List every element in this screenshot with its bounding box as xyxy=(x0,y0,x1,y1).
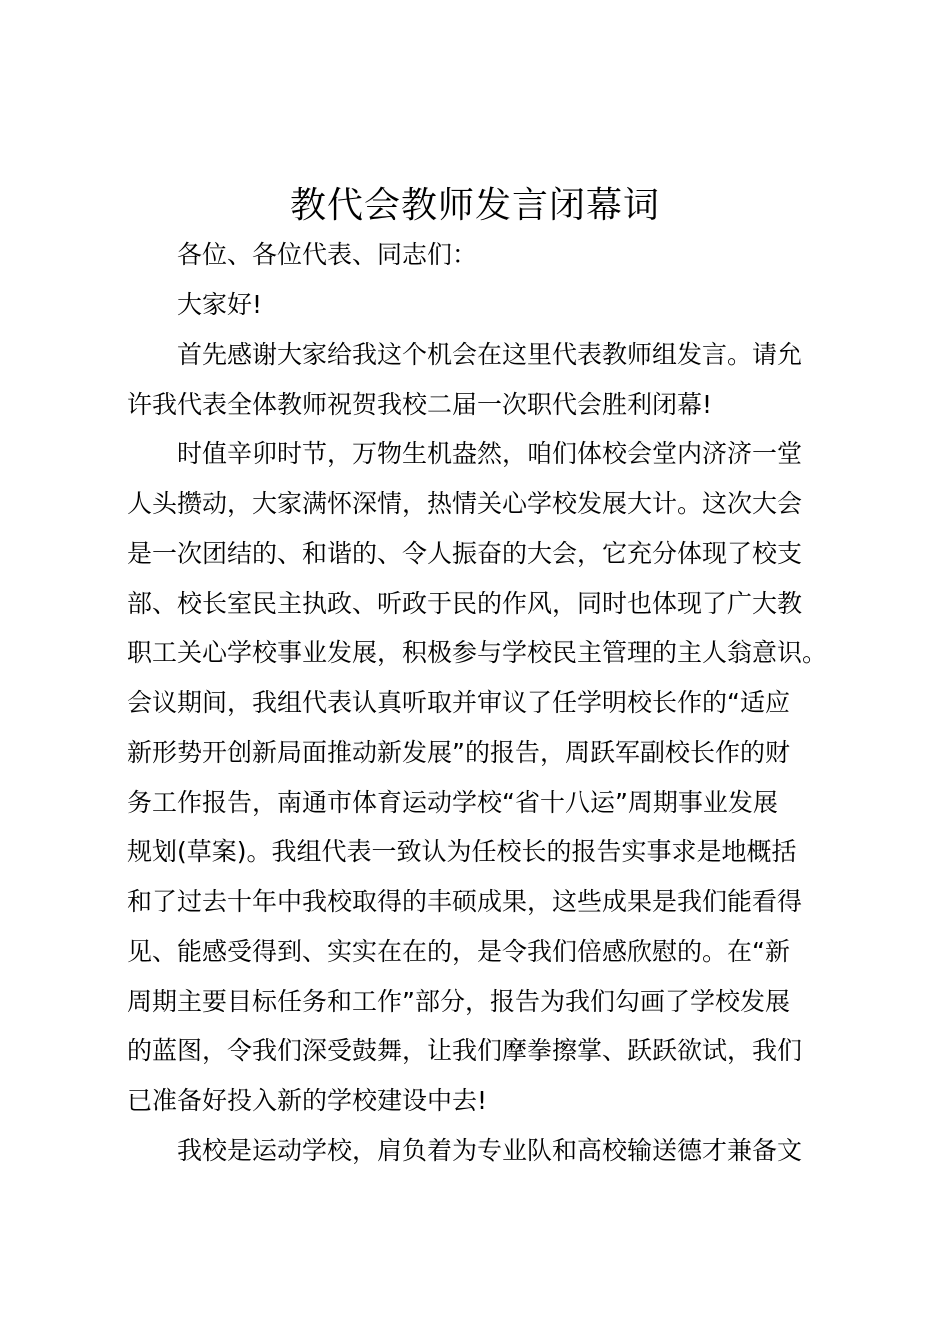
paragraph-line: 的蓝图，令我们深受鼓舞，让我们摩拳擦掌、跃跃欲试，我们 xyxy=(127,1036,803,1065)
paragraph-line: 见、能感受得到、实实在在的，是令我们倍感欣慰的。在“新 xyxy=(127,937,790,966)
paragraph-line: 首先感谢大家给我这个机会在这里代表教师组发言。请允 xyxy=(177,340,803,369)
paragraph-line: 和了过去十年中我校取得的丰硕成果，这些成果是我们能看得 xyxy=(127,887,803,916)
paragraph-line: 已准备好投入新的学校建设中去! xyxy=(127,1086,488,1115)
paragraph-line: 规划(草案)。我组代表一致认为任校长的报告实事求是地概括 xyxy=(127,837,797,866)
paragraph-line: 人头攒动，大家满怀深情，热情关心学校发展大计。这次大会 xyxy=(127,489,803,518)
salutation-line: 各位、各位代表、同志们： xyxy=(177,240,478,269)
paragraph-line: 务工作报告，南通市体育运动学校“省十八运”周期事业发展 xyxy=(127,788,778,817)
paragraph-line: 许我代表全体教师祝贺我校二届一次职代会胜利闭幕! xyxy=(127,390,713,419)
paragraph-line: 周期主要目标任务和工作”部分，报告为我们勾画了学校发展 xyxy=(127,987,790,1016)
paragraph-line: 会议期间，我组代表认真听取并审议了任学明校长作的“适应 xyxy=(127,688,790,717)
paragraph-line: 时值辛卯时节，万物生机盎然，咱们体校会堂内济济一堂 xyxy=(177,439,803,468)
paragraph-line: 部、校长室民主执政、听政于民的作风，同时也体现了广大教 xyxy=(127,589,803,618)
paragraph-line: 我校是运动学校，肩负着为专业队和高校输送德才兼备文 xyxy=(177,1136,803,1165)
document-title: 教代会教师发言闭幕词 xyxy=(289,185,660,226)
greeting-line: 大家好! xyxy=(177,290,263,319)
paragraph-line: 新形势开创新局面推动新发展”的报告，周跃军副校长作的财 xyxy=(127,738,790,767)
paragraph-line: 职工关心学校事业发展，积极参与学校民主管理的主人翁意识。 xyxy=(127,638,828,667)
paragraph-line: 是一次团结的、和谐的、令人振奋的大会，它充分体现了校支 xyxy=(127,539,803,568)
